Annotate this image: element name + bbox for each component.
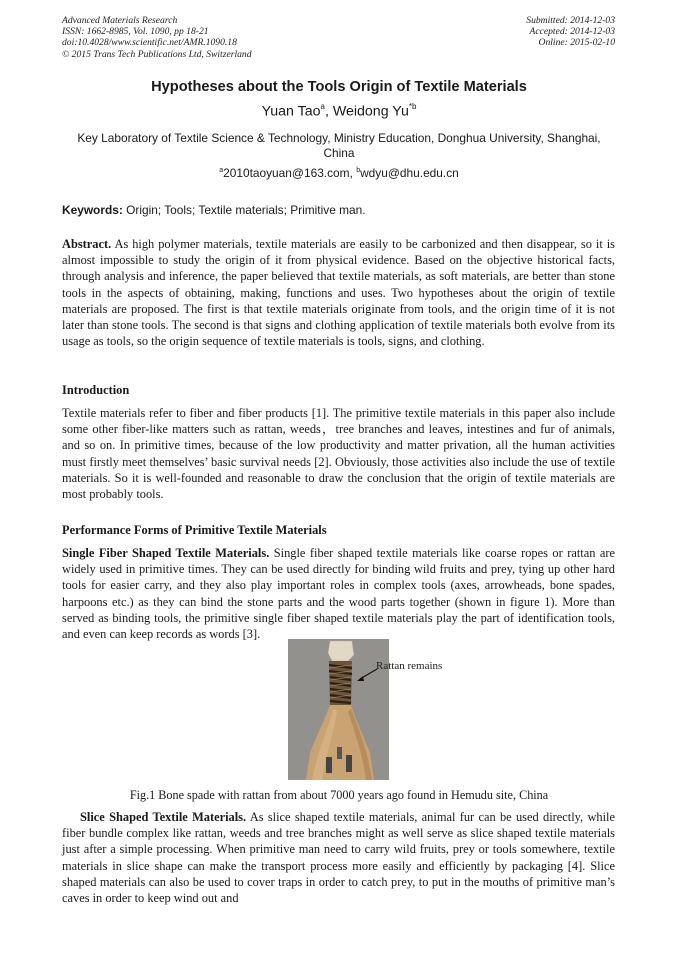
author-separator: ,: [324, 103, 333, 120]
email-mark: b: [356, 167, 361, 175]
date-submitted: Submitted: 2014-12-03: [526, 15, 615, 26]
abstract-text: As high polymer materials, textile materials are easily to be carbonized and then disappear, so it is almost impossible to study the origin of it from physical evidence. Based on the objective historical facts, through analysis and inference, the paper believed that textile materials, as soft materials, are better than stone tools in the aspects of obtaining, making, functions and uses. Two hypotheses about the origin of textile materials are proposed. The first is that textile materials originate from tools, and the origin time of it is not later than stone tools. The second is that signs and clothing application of textile materials both evolve from its usage as tools, so the origin sequence of textile materials is tools, signs, and clothing.: [62, 237, 615, 349]
email-address[interactable]: wdyu@dhu.edu.cn: [360, 166, 459, 180]
affiliation: Key Laboratory of Textile Science & Technology, Ministry Education, Donghua University, Shanghai, China: [77, 131, 601, 160]
email-address[interactable]: 2010taoyuan@163.com: [223, 166, 350, 180]
section-heading-performance: Performance Forms of Primitive Textile Materials: [62, 523, 327, 537]
author-name: Yuan Tao: [261, 103, 321, 120]
journal-issn: ISSN: 1662-8985, Vol. 1090, pp 18-21: [62, 26, 209, 38]
keywords: [62, 203, 616, 217]
section-heading-introduction: Introduction: [62, 383, 130, 397]
figure-caption: Fig.1 Bone spade with rattan from about 7000 years ago found in Hemudu site, China: [129, 788, 549, 802]
email-mark: a: [219, 167, 224, 175]
journal-info: [62, 15, 252, 60]
slice-shaped-label: Slice Shaped Textile Materials.: [80, 810, 247, 824]
journal-copyright: © 2015 Trans Tech Publications Ltd, Switzerland: [62, 48, 252, 60]
date-accepted: Accepted: 2014-12-03: [529, 26, 615, 38]
single-fiber-paragraph: [62, 545, 615, 642]
submission-dates: [526, 15, 615, 49]
figure-annotation: Rattan remains: [376, 660, 443, 672]
bone-spade-photo: [288, 639, 389, 780]
paper-title: Hypotheses about the Tools Origin of Textile Materials: [151, 79, 527, 95]
bone-spade-illustration: [288, 639, 389, 780]
single-fiber-label: Single Fiber Shaped Textile Materials.: [62, 546, 270, 560]
journal-doi: doi:10.4028/www.scientific.net/AMR.1090.18: [62, 37, 237, 49]
author-list: [0, 103, 678, 120]
slice-shaped-paragraph: [62, 809, 615, 906]
slice-shaped-text: As slice shaped textile materials, animal fur can be used directly, while fiber bundle complex like rattan, weeds and tree branches might as well serve as slice shaped textile materials just after a simple processing. When primitive man need to carry wild fruits, prey or tools somewhere, textile materials in slice shape can make the transport process more easily and efficiently by packaging [4]. Slice shaped materials can also be used to cover traps in order to catch prey, to put in the mouths of primitive man’s caves in order to keep wind out and: [62, 810, 615, 906]
introduction-paragraph: Textile materials refer to fiber and fiber products [1]. The primitive textile materials in this paper also include some other fiber-like matters such as rattan, weeds，tree branches and leaves, intestines and fur of animals, and so on. In primitive times, because of the low productivity and matter privation, all the human activities must firstly meet themselves’ basic survival needs [2]. Obviously, those activities also include the use of textile materials. So it is well-founded and reasonable to draw the conclusion that the origin of textile materials are most probably tools.: [62, 406, 615, 502]
author-mark: a: [320, 102, 325, 111]
journal-name: Advanced Materials Research: [62, 15, 178, 26]
single-fiber-text: Single fiber shaped textile materials like coarse ropes or rattan are widely used in primitive times. They can be used directly for binding wild fruits and prey, tying up other hard tools for easier carry, and they also play important roles in complex tools (axes, arrowheads, bone spades, harpoons etc.) as they can bind the stone parts and the wood parts together (shown in figure 1). More than served as binding tools, the primitive single fiber shaped textile materials play the part of identification tools, and even can keep records as words [3].: [62, 546, 615, 642]
abstract-label: Abstract.: [62, 237, 112, 251]
abstract: [62, 236, 615, 349]
author-mark: *b: [408, 102, 417, 111]
keywords-text: Origin; Tools; Textile materials; Primitive man.: [126, 203, 366, 217]
email-list: $^a$2010taoyuan@163.com, $^b$wdyu@dhu.edu.cn: [219, 166, 459, 180]
author-name: Weidong Yu: [332, 103, 409, 120]
keywords-label: Keywords:: [62, 203, 123, 217]
date-online: Online: 2015-02-10: [538, 37, 615, 49]
